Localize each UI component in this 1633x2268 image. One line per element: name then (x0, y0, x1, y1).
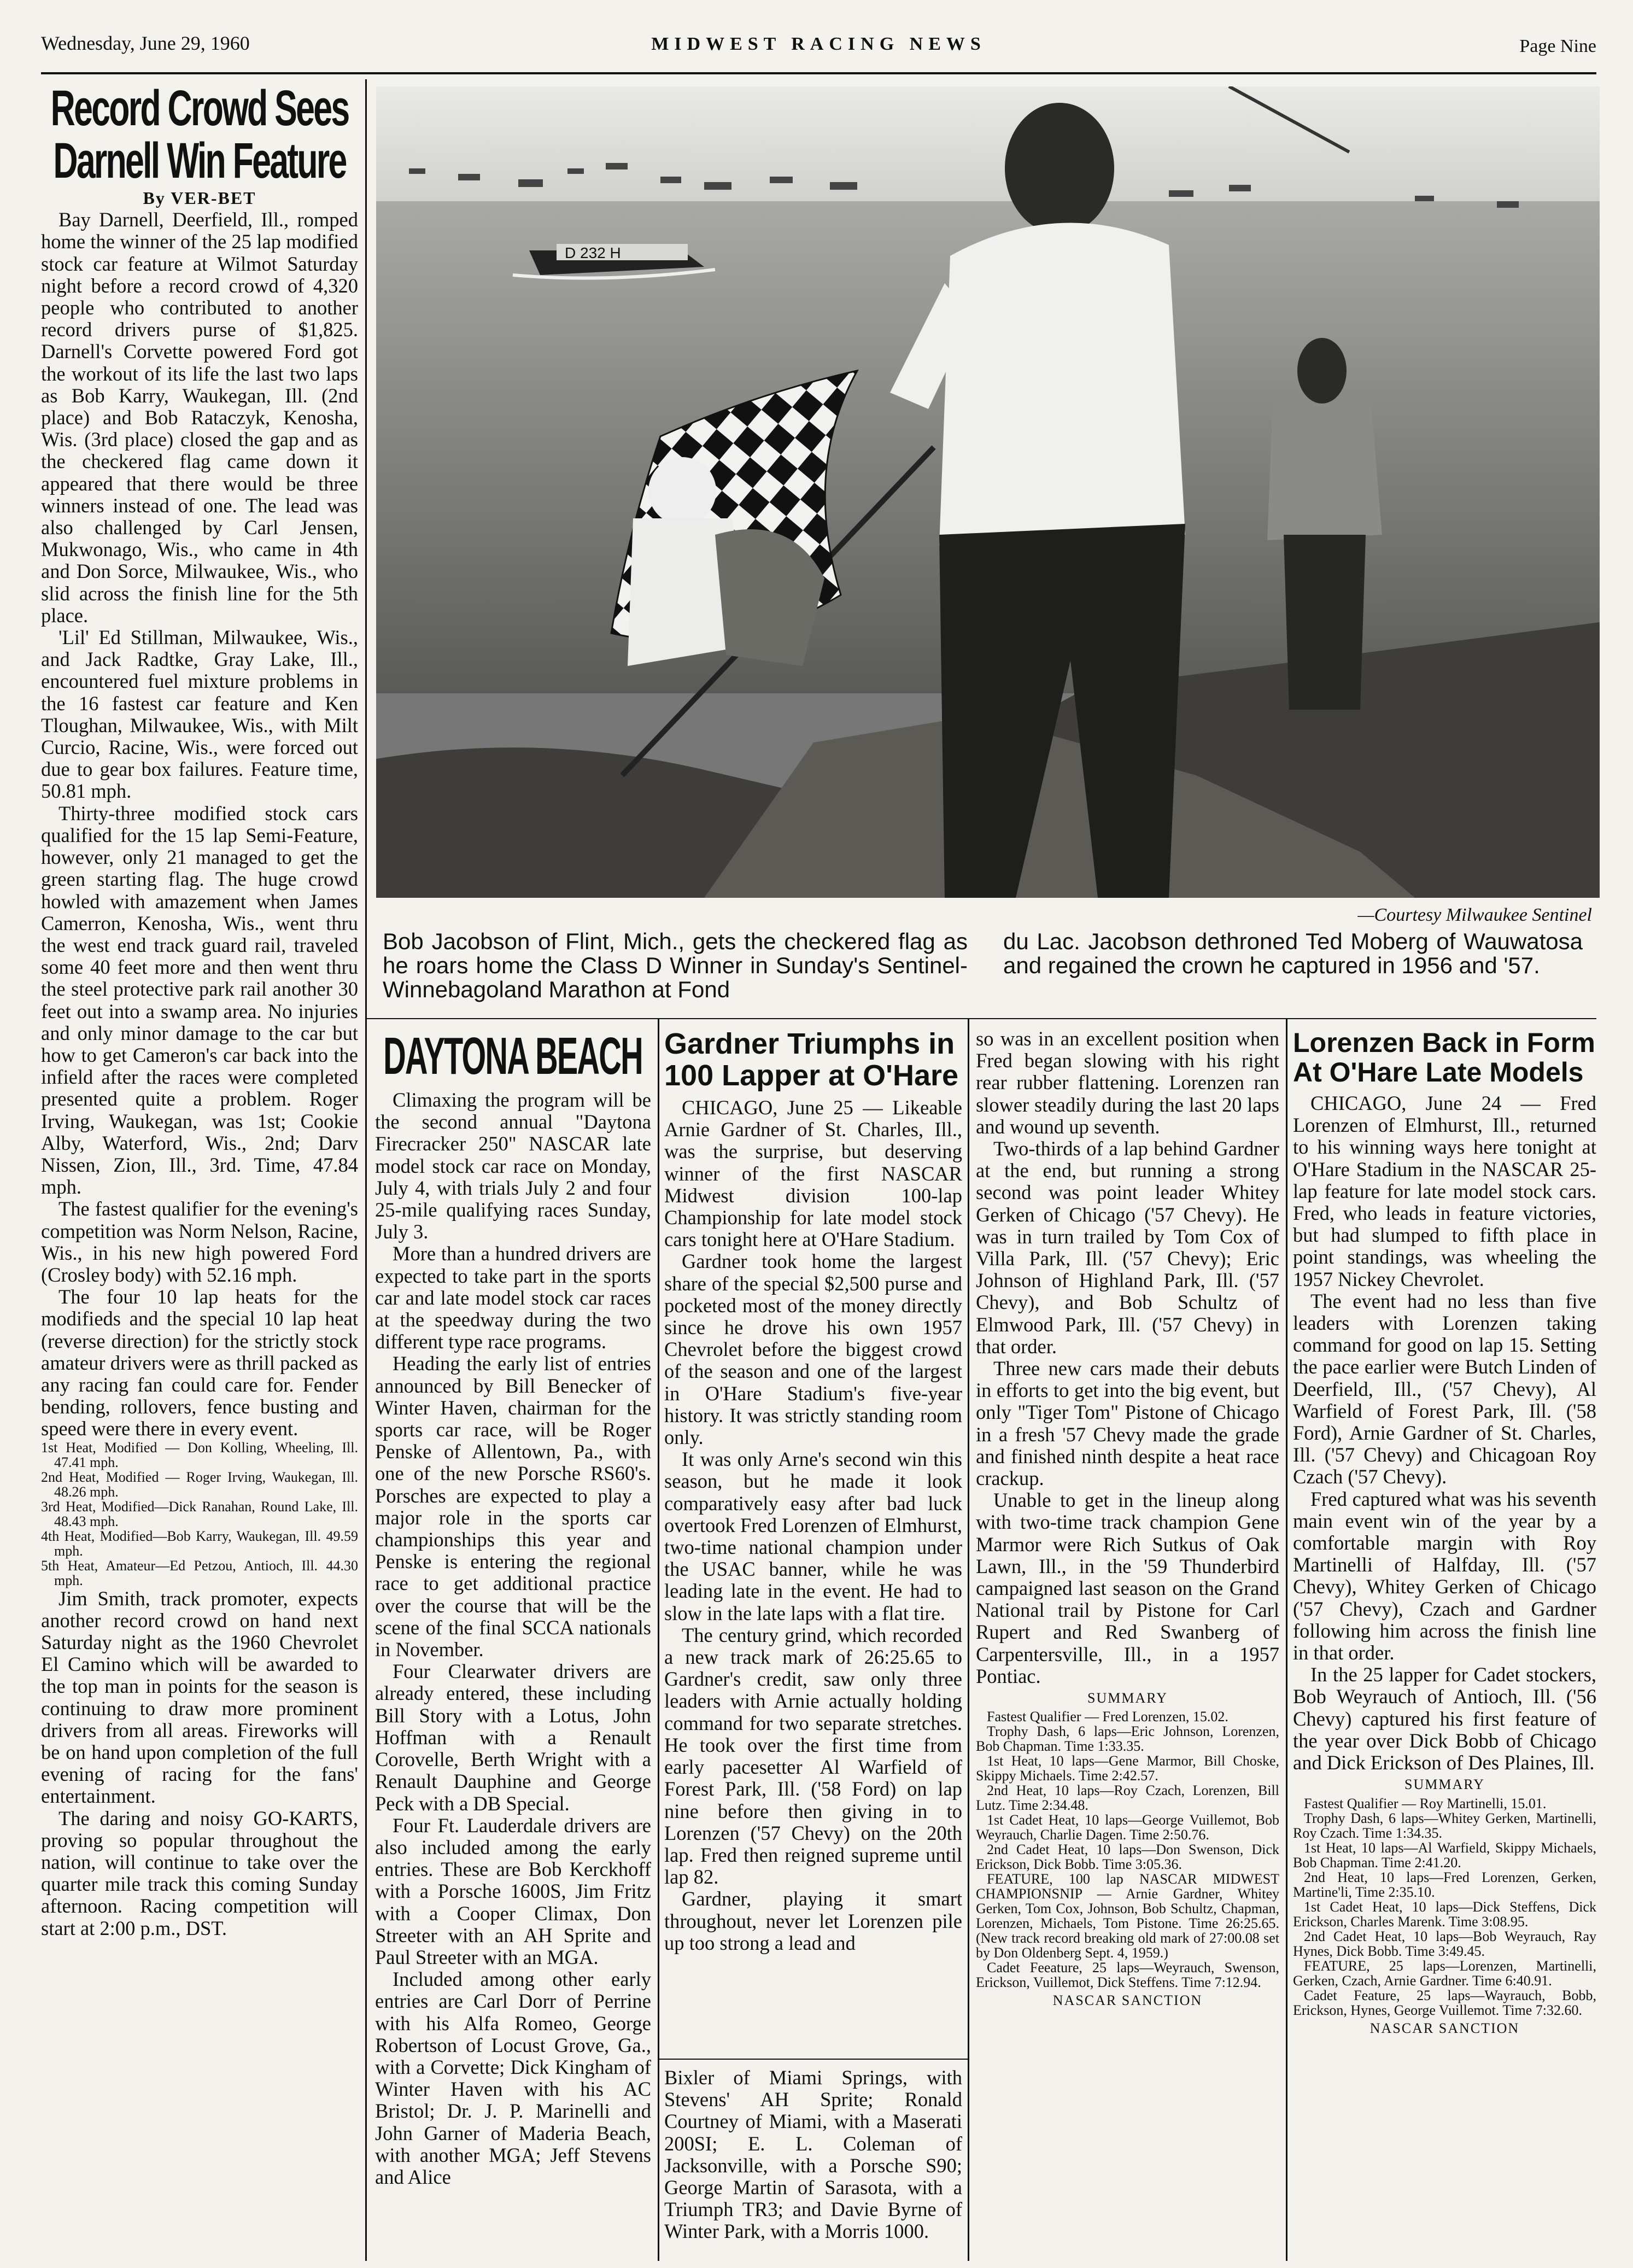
paragraph: CHICAGO, June 24 — Fred Lorenzen of Elmhurst, Ill., returned to his winning ways here tonight at O'Hare Stadium in the NASCAR 25-lap feature for late model stock cars. Fred, who leads in feature victories, but had slumped to fifth place in point standings, was wheeling the 1957 Nickey Chevrolet. (1293, 1092, 1596, 1290)
summary-line: Fastest Qualifier — Roy Martinelli, 15.01. (1304, 1795, 1547, 1811)
paragraph: Gardner, playing it smart throughout, never let Lorenzen pile up too strong a lead and (664, 1887, 962, 1954)
sanction-line: NASCAR SANCTION (1369, 2020, 1520, 2036)
boat-race-photo (376, 86, 1600, 898)
daytona-continuation (664, 2067, 962, 2243)
paragraph: Jim Smith, track promoter, expects another record crowd on hand next Saturday night as the 1960 Chevrolet El Camino which will be awarded to the top man in points for the season is continuing to draw more prominent drivers from all areas. Fireworks will be on hand upon completion of the full evening of racing for the fans' entertainment. (41, 1587, 358, 1808)
summary-line: FEATURE, 100 lap NASCAR MIDWEST CHAMPIONSNIP — Arnie Gardner, Whitey Gerken, Tom Cox, Johnson, Bob Schultz, Chapman, Lorenzen, Michaels, Tom Pistone. Time 26:25.65. (New track record breaking old mark of 27:00.08 set by Don Oldenberg Sept. 4, 1959.) (976, 1871, 1279, 1961)
paragraph: Bay Darnell, Deerfield, Ill., romped home the winner of the 25 lap modified stock car feature at Wilmot Saturday night before a record crowd of 4,320 people who contributed to another record drivers purse of $1,825. Darnell's Corvette powered Ford got the workout of its life the last two laps as Bob Karry, Waukegan, Ill. (2nd place) and Bob Rataczyk, Kenosha, Wis. (3rd place) closed the gap and as the checkered flag came down it appeared that there would be three winners instead of one. The lead was also challenged by Carl Jensen, Mukwonago, Wis., who came in 4th and Don Sorce, Milwaukee, Wis., who slid across the finish line for the 5th place. (41, 208, 358, 627)
summary-line: Trophy Dash, 6 laps—Whitey Gerken, Martinelli, Roy Czach. Time 1:34.35. (1293, 1810, 1596, 1841)
issue-date: Wednesday, June 29, 1960 (41, 32, 250, 54)
summary-line: 2nd Cadet Heat, 10 laps—Don Swenson, Dick Erickson, Dick Bobb. Time 3:05.36. (976, 1842, 1279, 1873)
headline-line-1: Gardner Triumphs in (664, 1027, 955, 1060)
paragraph: The century grind, which recorded a new track mark of 26:25.65 to Gardner's credit, saw only three leaders with Arnie actually holding command for two separate stretches. He took over the first time from early pacesetter Al Warfield of Forest Park, Ill. ('58 Ford) on lap nine before then giving in to Lorenzen ('57 Chevy) on the 20th lap. Fred then reigned supreme until lap 82. (664, 1623, 962, 1889)
page-number: Page Nine (1519, 36, 1596, 56)
result-line: 4th Heat, Modified—Bob Karry, Waukegan, Ill. 49.59 mph. (41, 1528, 358, 1559)
masthead (41, 32, 1596, 70)
paragraph: Included among other early entries are Carl Dorr of Perrine with his Alfa Romeo, George Robertson of Locust Grove, Ga., with a Corvette; Dick Kingham of Winter Haven with his AC Bristol; Dr. J. P. Marinelli and John Garner of Maderia Beach, with another MGA; Jeff Stevens and Alice (375, 1968, 651, 2188)
paragraph: The daring and noisy GO-KARTS, proving so popular throughout the nation, will continue to take over the quarter mile track this coming Sunday afternoon. Racing competition will start at 2:00 p.m., DST. (41, 1807, 358, 1939)
summary-line: Fastest Qualifier — Fred Lorenzen, 15.02. (987, 1709, 1228, 1725)
race-summary (1293, 1796, 1596, 2018)
paragraph: Heading the early list of entries announced by Bill Benecker of Winter Haven, chairman for the sports car race, will be Roger Penske of Allentown, Pa., with one of the new Porsche RS60's. Porsches are expected to play a major role in the sports car championships this year and Penske is entering the regional race to get additional practice over the course that will be the scene of the final SCCA nationals in November. (375, 1352, 651, 1661)
paragraph: Four Clearwater drivers are already entered, these including Bill Story with a Lotus, John Hoffman with a Renault Corovelle, Berth Wright with a Renault Dauphine and George Peck with a DB Special. (375, 1660, 651, 1815)
paragraph: Climaxing the program will be the second annual "Daytona Firecracker 250" NASCAR late model stock car race on Monday, July 4, with trials July 2 and four 25-mile qualifying races Sunday, July 3. (375, 1089, 651, 1243)
masthead-rule (41, 72, 1596, 74)
summary-heading: SUMMARY (1404, 1776, 1485, 1793)
paragraph: Gardner took home the largest share of the special $2,500 purse and pocketed most of the money directly since he drove his own 1957 Chevrolet before the biggest crowd of the season and one of the largest in O'Hare Stadium's five-year history. It was strictly standing room only. (664, 1250, 962, 1449)
race-summary (976, 1709, 1279, 1990)
summary-line: 2nd Heat, 10 laps—Fred Lorenzen, Gerken, Martine'li, Time 2:35.10. (1293, 1869, 1596, 1900)
daytona-headline: DAYTONA BEACH (383, 1027, 642, 1085)
result-line: 1st Heat, Modified — Don Kolling, Wheeling, Ill. 47.41 mph. (41, 1439, 358, 1470)
story-gardner-triumphs (664, 1028, 962, 1954)
summary-line: 1st Heat, 10 laps—Al Warfield, Skippy Michaels, Bob Chapman. Time 2:41.20. (1293, 1839, 1596, 1870)
paper-name: MIDWEST RACING NEWS (651, 34, 986, 54)
story-record-crowd (41, 82, 358, 1939)
column-rule-1 (365, 79, 367, 2261)
photo-caption-right: du Lac. Jacobson dethroned Ted Moberg of Wauwatosa and regained the crown he captured in 1956 and '57. (1003, 928, 1583, 978)
paragraph: The fastest qualifier for the evening's competition was Norm Nelson, Racine, Wis., in his new high powered Ford (Crosley body) with 52.16 mph. (41, 1197, 358, 1286)
photo-credit: —Courtesy Milwaukee Sentinel (1357, 905, 1592, 925)
photo-illustration (376, 86, 1600, 898)
paragraph: CHICAGO, June 25 — Likeable Arnie Gardner of St. Charles, Ill., was the surprise, but deserving winner of the first NASCAR Midwest division 100-lap Championship for late model stock cars tonight here at O'Hare Stadium. (664, 1096, 962, 1251)
paragraph: so was in an excellent position when Fred began slowing with his right rear rubber flattening. Lorenzen ran slower steadily during the last 20 laps and wound up seventh. (976, 1027, 1279, 1138)
paragraph: Fred captured what was his seventh main event win of the year by a comfortable margin with Roy Martinelli of Halfday, Ill. ('57 Chevy), Whitey Gerken of Chicago ('57 Chevy), Czach and Gardner following him across the finish line in that order. (1293, 1487, 1596, 1664)
summary-line: 1st Cadet Heat, 10 laps—George Vuillemot, Bob Weyrauch, Charlie Dagen. Time 2:50.76. (976, 1812, 1279, 1843)
headline-line-2: Darnell Win Feature (53, 133, 346, 189)
story-gardner-continued (976, 1028, 1279, 2012)
continuation-rule (658, 2059, 968, 2060)
boat-number: D 232 H (565, 244, 621, 261)
paragraph: More than a hundred drivers are expected to take part in the sports car and late model stock car races at the speedway during the two different type race programs. (375, 1242, 651, 1353)
sanction-line: NASCAR SANCTION (1052, 1992, 1203, 2009)
paragraph: In the 25 lapper for Cadet stockers, Bob Weyrauch of Antioch, Ill. ('56 Chevy) captured his first feature of the year over Dick Bobb of Chicago and Dick Erickson of Des Plaines, Ill. (1293, 1663, 1596, 1774)
summary-line: 2nd Heat, 10 laps—Roy Czach, Lorenzen, Bill Lutz. Time 2:34.48. (976, 1782, 1279, 1814)
summary-line: Cadet Feature, 25 laps—Wayrauch, Bobb, Erickson, Hynes, George Vuillemot. Time 7:32.60. (1293, 1987, 1596, 2018)
headline-line-1: Record Crowd Sees (50, 80, 349, 136)
summary-line: Trophy Dash, 6 laps—Eric Johnson, Lorenzen, Bob Chapman. Time 1:33.35. (976, 1723, 1279, 1755)
seated-spectator-cap (648, 457, 716, 525)
story-daytona-beach (375, 1028, 651, 2188)
paragraph: Bixler of Miami Springs, with Stevens' AH Sprite; Ronald Courtney of Miami, with a Maserati 200SI; E. L. Coleman of Jacksonville, with a Porsche S90; George Martin of Sarasota, with a Triumph TR3; and Davie Byrne of Winter Park, with a Morris 1000. (664, 2066, 962, 2243)
photo-caption-left: Bob Jacobson of Flint, Mich., gets the checkered flag as he roars home the Class D Winner in Sunday's Sentinel-Winnebagoland Marathon at Fond (383, 928, 968, 1002)
byline: By VER-BET (143, 188, 256, 208)
summary-line: FEATURE, 25 laps—Lorenzen, Martinelli, Gerken, Czach, Arnie Gardner. Time 6:40.91. (1293, 1957, 1596, 1989)
paragraph: 'Lil' Ed Stillman, Milwaukee, Wis., and Jack Radtke, Gray Lake, Ill., encountered fuel mixture problems in the 16 fastest car feature and Ken Tloughan, Milwaukee, Wis., with Milt Curcio, Racine, Wis., were forced out due to gear box failures. Feature time, 50.81 mph. (41, 626, 358, 803)
summary-line: 1st Cadet Heat, 10 laps—Dick Steffens, Dick Erickson, Charles Marenk. Time 3:08.95. (1293, 1898, 1596, 1930)
paragraph: Thirty-three modified stock cars qualified for the 15 lap Semi-Feature, however, only 21 managed to get the green starting flag. The huge crowd howled with amazement when James Camerron, Kenosha, Wis., went thru the west end track guard rail, traveled some 40 feet more and then went thru the steel protective park rail another 30 feet out into a swamp area. No injuries and only minor damage to the car but how to get Cameron's car back into the infield after the races were completed presented quite a problem. Roger Irving, Waukegan, was 1st; Cookie Alby, Waterford, Wis., 2nd; Darv Nissen, Zion, Ill., 3rd. Time, 47.84 mph. (41, 802, 358, 1199)
result-line: 2nd Heat, Modified — Roger Irving, Waukegan, Ill. 48.26 mph. (41, 1469, 358, 1500)
headline-line-2: 100 Lapper at O'Hare (664, 1059, 959, 1092)
summary-heading: SUMMARY (1087, 1690, 1168, 1706)
summary-line: Cadet Feeature, 25 laps—Weyrauch, Swenson, Erickson, Vuillemot, Dick Steffens. Time 7:12.94. (976, 1960, 1279, 1991)
column-rule-4 (1286, 1018, 1287, 2261)
story-lorenzen-back (1293, 1028, 1596, 2039)
paragraph: It was only Arne's second win this season, but he made it look comparatively easy after bad luck overtook Fred Lorenzen of Elmhurst, two-time national champion under the USAC banner, while he was leading late in the event. He had to slow in the late laps with a flat tire. (664, 1448, 962, 1624)
paragraph: The event had no less than five leaders with Lorenzen taking command for good on lap 15. Setting the pace earlier were Butch Linden of Deerfield, Ill., ('57 Chevy), Al Warfield of Forest Park, Ill. ('58 Ford), Arnie Gardner of St. Charles, Ill. ('57 Chevy) and Chicagoan Roy Czach ('57 Chevy). (1293, 1289, 1596, 1488)
paragraph: Two-thirds of a lap behind Gardner at the end, but running a strong second was point leader Whitey Gerken of Chicago ('57 Chevy). He was in turn trailed by Tom Cox of Villa Park, Ill. ('57 Chevy); Eric Johnson of Highland Park, Ill. ('57 Chevy), and Bob Schultz of Elmwood Park, Ill. ('57 Chevy) in that order. (976, 1137, 1279, 1358)
result-line: 5th Heat, Amateur—Ed Petzou, Antioch, Ill. 44.30 mph. (41, 1557, 358, 1588)
caption-rule (365, 1018, 1596, 1019)
paragraph: The four 10 lap heats for the modifieds and the special 10 lap heat (reverse direction) for the strictly stock amateur drivers were as thrill packed as any racing fan could care for. Fender bending, rollovers, fence busting and speed were there in every event. (41, 1285, 358, 1440)
paragraph: Unable to get in the lineup along with two-time track champion Gene Marmor were Rich Sutkus of Oak Lawn, Ill., in the '59 Thunderbird campaigned last season on the Grand National trail by Pistone for Carl Rupert and Red Swanberg of Carpentersville, Ill., in a 1957 Pontiac. (976, 1489, 1279, 1687)
headline-line-1: Lorenzen Back in Form (1293, 1027, 1595, 1058)
headline-line-2: At O'Hare Late Models (1293, 1057, 1584, 1088)
column-rule-3 (968, 1018, 969, 2261)
result-line: 3rd Heat, Modified—Dick Ranahan, Round Lake, Ill. 48.43 mph. (41, 1498, 358, 1529)
summary-line: 2nd Cadet Heat, 10 laps—Bob Weyrauch, Ray Hynes, Dick Bobb. Time 3:49.45. (1293, 1928, 1596, 1959)
summary-line: 1st Heat, 10 laps—Gene Marmor, Bill Choske, Skippy Michaels. Time 2:42.57. (976, 1753, 1279, 1784)
paragraph: Three new cars made their debuts in efforts to get into the big event, but only "Tiger Tom" Pistone of Chicago in a fresh '57 Chevy made the grade and finished ninth despite a heat race crackup. (976, 1357, 1279, 1490)
heat-results (41, 1440, 358, 1588)
column-rule-2 (658, 1018, 659, 2261)
paragraph: Four Ft. Lauderdale drivers are also included among the early entries. These are Bob Kerckhoff with a Porsche 1600S, Jim Fritz with a Cooper Climax, Don Streeter with an AH Sprite and Paul Streeter with an MGA. (375, 1814, 651, 1968)
